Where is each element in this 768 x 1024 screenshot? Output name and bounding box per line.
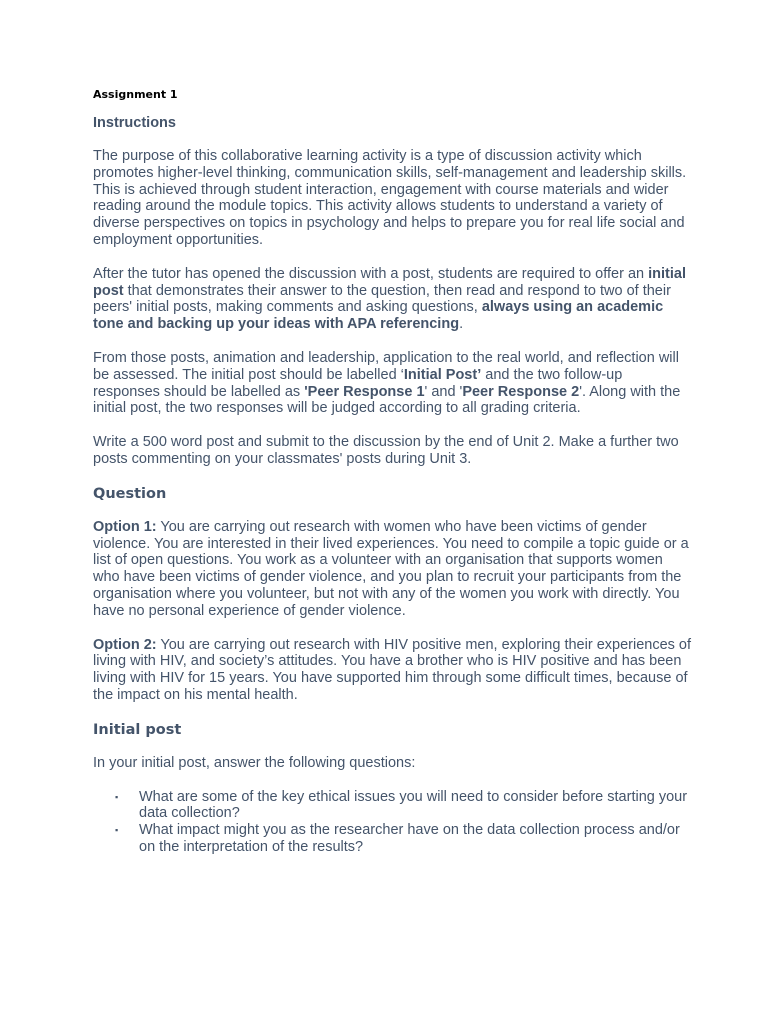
bold-run: Peer Response 2	[462, 383, 580, 400]
text-run: .	[459, 316, 464, 333]
option-1-paragraph	[93, 519, 693, 620]
question-heading: Question	[93, 485, 167, 502]
purpose-paragraph: The purpose of this collaborative learning activity is a type of discussion activity which promotes higher-level thinking, communication skills, self-management and leadership skills. This is achieved through student interaction, engagement with course materials and wider reading around the module topics. This activity allows students to understand a variety of diverse perspectives on topics in psychology and helps to prepare you for real life social and employment opportunities.	[93, 148, 687, 248]
initial-post-heading: Initial post	[93, 721, 182, 738]
text-run: '. Along with the initial post, the two responses will be judged according to all grading criteria.	[93, 383, 681, 417]
square-bullet-icon: ▪	[115, 791, 119, 802]
text-run: that demonstrates their answer to the question, then read and respond to two of their peers' initial posts, making comments and asking questions,	[93, 282, 671, 316]
text-run: From those posts, animation and leadership, application to the real world, and reflection will be assessed. The initial post should be labelled ‘	[93, 349, 679, 383]
word-count-paragraph: Write a 500 word post and submit to the discussion by the end of Unit 2. Make a further two posts commenting on your classmates' posts during Unit 3.	[93, 434, 679, 467]
option-1-text: You are carrying out research with women who have been victims of gender violence. You are interested in their lived experiences. You need to compile a topic guide or a list of open questions. You work as a volunteer with an organisation that supports women who have been victims of gender violence, and you plan to recruit your participants from the organisation where you volunteer, but not with any of the women you work with directly. You have no personal experience of gender violence.	[93, 518, 689, 619]
list-item-text: What impact might you as the researcher have on the data collection process and/or on the interpretation of the results?	[139, 822, 680, 855]
assessment-paragraph	[93, 350, 693, 417]
option-2-text: You are carrying out research with HIV positive men, exploring their experiences of living with HIV, and society’s attitudes. You have a brother who is HIV positive and has been living with HIV for 15 years. You have supported him through some difficult times, because of the impact on his mental health.	[93, 636, 692, 703]
text-run: ' and '	[424, 383, 463, 400]
initial-post-intro: In your initial post, answer the following questions:	[93, 754, 416, 771]
instructions-heading: Instructions	[93, 115, 176, 131]
list-item-text: What are some of the key ethical issues you will need to consider before starting your data collection?	[139, 788, 688, 822]
list-item	[115, 788, 693, 823]
text-run: After the tutor has opened the discussion with a post, students are required to offer an	[93, 265, 649, 282]
bold-run: Initial Post’	[403, 366, 482, 383]
bold-run: 'Peer Response 1	[304, 383, 425, 400]
text-run: and the two follow-up responses should be labelled as	[93, 366, 623, 400]
list-item	[115, 822, 693, 856]
square-bullet-icon: ▪	[115, 825, 119, 836]
bold-run: initial post	[93, 265, 686, 299]
option-1-label: Option 1:	[93, 518, 157, 535]
bold-run: always using an academic tone and backing up your ideas with APA referencing	[93, 299, 664, 333]
option-2-paragraph	[93, 637, 693, 704]
question-list	[93, 789, 693, 856]
option-2-label: Option 2:	[93, 636, 157, 653]
initial-post-requirements-paragraph	[93, 266, 693, 333]
document-body	[93, 86, 693, 856]
document-title: Assignment 1	[93, 88, 178, 101]
